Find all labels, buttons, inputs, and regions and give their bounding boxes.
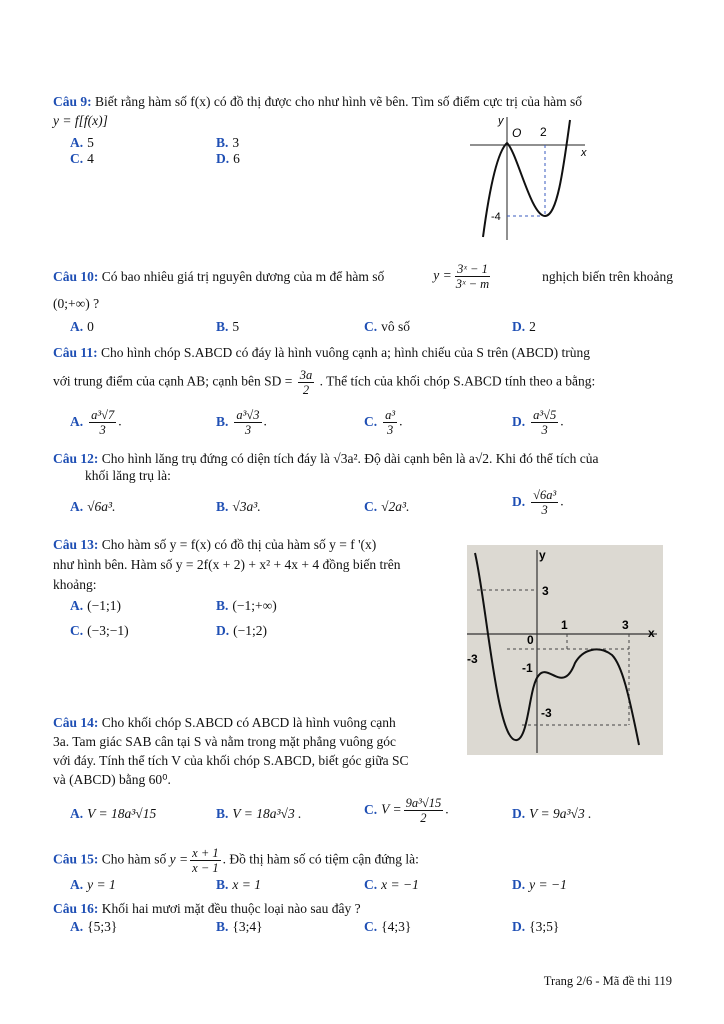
question-formula: y = f[f(x)] bbox=[53, 113, 108, 128]
option-b[interactable]: B. 5 bbox=[216, 319, 240, 334]
question-label: Câu 12: bbox=[53, 451, 99, 466]
option-c[interactable]: C. vô số bbox=[364, 319, 411, 334]
tick-1: 1 bbox=[561, 618, 568, 632]
question-text: Cho hình chóp S.ABCD có đáy là hình vuông cạnh a; hình chiếu của S trên (ABCD) trùng bbox=[101, 345, 590, 360]
function-graph-q9 bbox=[465, 112, 595, 242]
question-9 bbox=[53, 92, 673, 111]
option-a[interactable]: A. $\frac{\text{a³√7}}{3}$ . bbox=[70, 408, 122, 437]
question-text: Cho hình lăng trụ đứng có diện tích đáy là √3a². Độ dài cạnh bên là a√2. Khi đó thể tích của bbox=[101, 451, 599, 466]
question-14: Câu 14: Cho khối chóp S.ABCD có ABCD là hình vuông cạnh 3a. Tam giác SAB cân tại S và nằm trong mặt phẳng vuông góc với đáy. Tính thể tích V của khối chóp S.ABCD, biết góc giữa SC và (ABCD) bằng 60⁰. bbox=[53, 715, 409, 787]
tick-minus-3-y: -3 bbox=[541, 706, 552, 720]
option-c[interactable]: C. $\frac{\text{a³}}{3}$ . bbox=[364, 408, 403, 437]
fraction: $\frac{\text{3ˣ − 1}}{\text{3ˣ − m}}$ bbox=[455, 262, 490, 291]
question-label: Câu 16: bbox=[53, 901, 99, 916]
option-b[interactable]: B. √3a³. bbox=[216, 499, 261, 514]
tick-minus-1-y: -1 bbox=[522, 661, 533, 675]
y-label: y bbox=[539, 548, 546, 562]
option-a[interactable]: A. 5 bbox=[70, 135, 94, 150]
origin-label: 0 bbox=[527, 633, 534, 647]
x-label: x bbox=[581, 147, 587, 159]
option-b[interactable]: B. (−1;+∞) bbox=[216, 598, 277, 613]
option-d[interactable]: D. {3;5} bbox=[512, 919, 560, 934]
option-a[interactable]: A. (−1;1) bbox=[70, 598, 121, 613]
question-15: Câu 15: Cho hàm số y = $\frac{x + 1}{x - 1}$ . Đồ thị hàm số có tiệm cận đứng là: bbox=[53, 846, 419, 875]
option-a[interactable]: A. 0 bbox=[70, 319, 94, 334]
option-b[interactable]: B. x = 1 bbox=[216, 877, 261, 892]
option-d[interactable]: D. (−1;2) bbox=[216, 623, 267, 638]
question-label: Câu 9: bbox=[53, 94, 92, 109]
option-c[interactable]: C. (−3;−1) bbox=[70, 623, 129, 638]
question-label: Câu 15: bbox=[53, 851, 99, 867]
option-b[interactable]: B. {3;4} bbox=[216, 919, 263, 934]
question-label: Câu 10: bbox=[53, 269, 99, 284]
option-d[interactable]: D. 6 bbox=[216, 151, 240, 166]
fraction: $\frac{3a}{2}$ bbox=[299, 368, 313, 397]
option-d[interactable]: D. $\frac{\text{a³√5}}{3}$ . bbox=[512, 408, 564, 437]
option-a[interactable]: A. √6a³. bbox=[70, 499, 116, 514]
option-b[interactable]: B. V = 18a³√3 . bbox=[216, 806, 302, 821]
option-d[interactable]: D. $\frac{\text{√6a³}}{3}$ . bbox=[512, 488, 564, 517]
page-footer: Trang 2/6 - Mã đề thi 119 bbox=[543, 974, 672, 988]
question-12-line2: khối lăng trụ là: bbox=[85, 468, 171, 483]
question-label: Câu 14: bbox=[53, 715, 99, 730]
option-c[interactable]: C. √2a³. bbox=[364, 499, 410, 514]
option-c[interactable]: C. {4;3} bbox=[364, 919, 412, 934]
question-text: Có bao nhiêu giá trị nguyên dương của m để hàm số bbox=[101, 269, 385, 284]
question-12 bbox=[53, 449, 673, 468]
option-a[interactable]: A. V = 18a³√15 bbox=[70, 806, 157, 821]
question-13: Câu 13: Cho hàm số y = f(x) có đồ thị của hàm số y = f '(x) như hình bên. Hàm số y = 2f(x + 2) + x² + 4x + 4 đồng biến trên khoảng: bbox=[53, 537, 401, 592]
y-label: y bbox=[498, 115, 504, 127]
tick-minus-3-x: -3 bbox=[467, 652, 478, 666]
option-b[interactable]: B. $\frac{\text{a³√3}}{3}$ . bbox=[216, 408, 267, 437]
x-label: x bbox=[648, 626, 655, 640]
question-11 bbox=[53, 343, 673, 362]
tick-3: 3 bbox=[622, 618, 629, 632]
option-c[interactable]: C. x = −1 bbox=[364, 877, 419, 892]
option-c[interactable]: C. 4 bbox=[70, 151, 94, 166]
tick-2: 2 bbox=[540, 125, 547, 139]
option-c[interactable]: C. V = $\frac{\text{9a³√15}}{2}$ . bbox=[364, 796, 449, 825]
derivative-graph-q13 bbox=[467, 545, 663, 755]
tick-3-y: 3 bbox=[542, 584, 549, 598]
question-text: Biết rằng hàm số f(x) có đồ thị được cho như hình vẽ bên. Tìm số điểm cực trị của hàm số bbox=[95, 94, 582, 109]
tick-minus-4: -4 bbox=[491, 211, 501, 223]
question-10: Câu 10: Có bao nhiêu giá trị nguyên dương của m để hàm số y = $\frac{\text{3ˣ − 1}}{\text{3ˣ − m}}$ nghịch biến trên khoảng bbox=[53, 262, 673, 291]
option-b[interactable]: B. 3 bbox=[216, 135, 240, 150]
question-16: Câu 16: Khối hai mươi mặt đều thuộc loại nào sau đây ? bbox=[53, 901, 361, 916]
option-d[interactable]: D. 2 bbox=[512, 319, 536, 334]
option-d[interactable]: D. V = 9a³√3 . bbox=[512, 806, 592, 821]
question-11-line2: với trung điểm của cạnh AB; cạnh bên SD = $\frac{3a}{2}$ . Thể tích của khối chóp S.ABCD tính theo a bằng: bbox=[53, 368, 596, 397]
question-label: Câu 11: bbox=[53, 345, 98, 360]
question-interval: (0;+∞) ? bbox=[53, 296, 100, 311]
option-a[interactable]: A. y = 1 bbox=[70, 877, 116, 892]
origin-label: O bbox=[512, 126, 522, 140]
question-label: Câu 13: bbox=[53, 537, 99, 552]
option-d[interactable]: D. y = −1 bbox=[512, 877, 567, 892]
option-a[interactable]: A. {5;3} bbox=[70, 919, 118, 934]
fraction: $\frac{x + 1}{x - 1}$ bbox=[192, 846, 219, 875]
